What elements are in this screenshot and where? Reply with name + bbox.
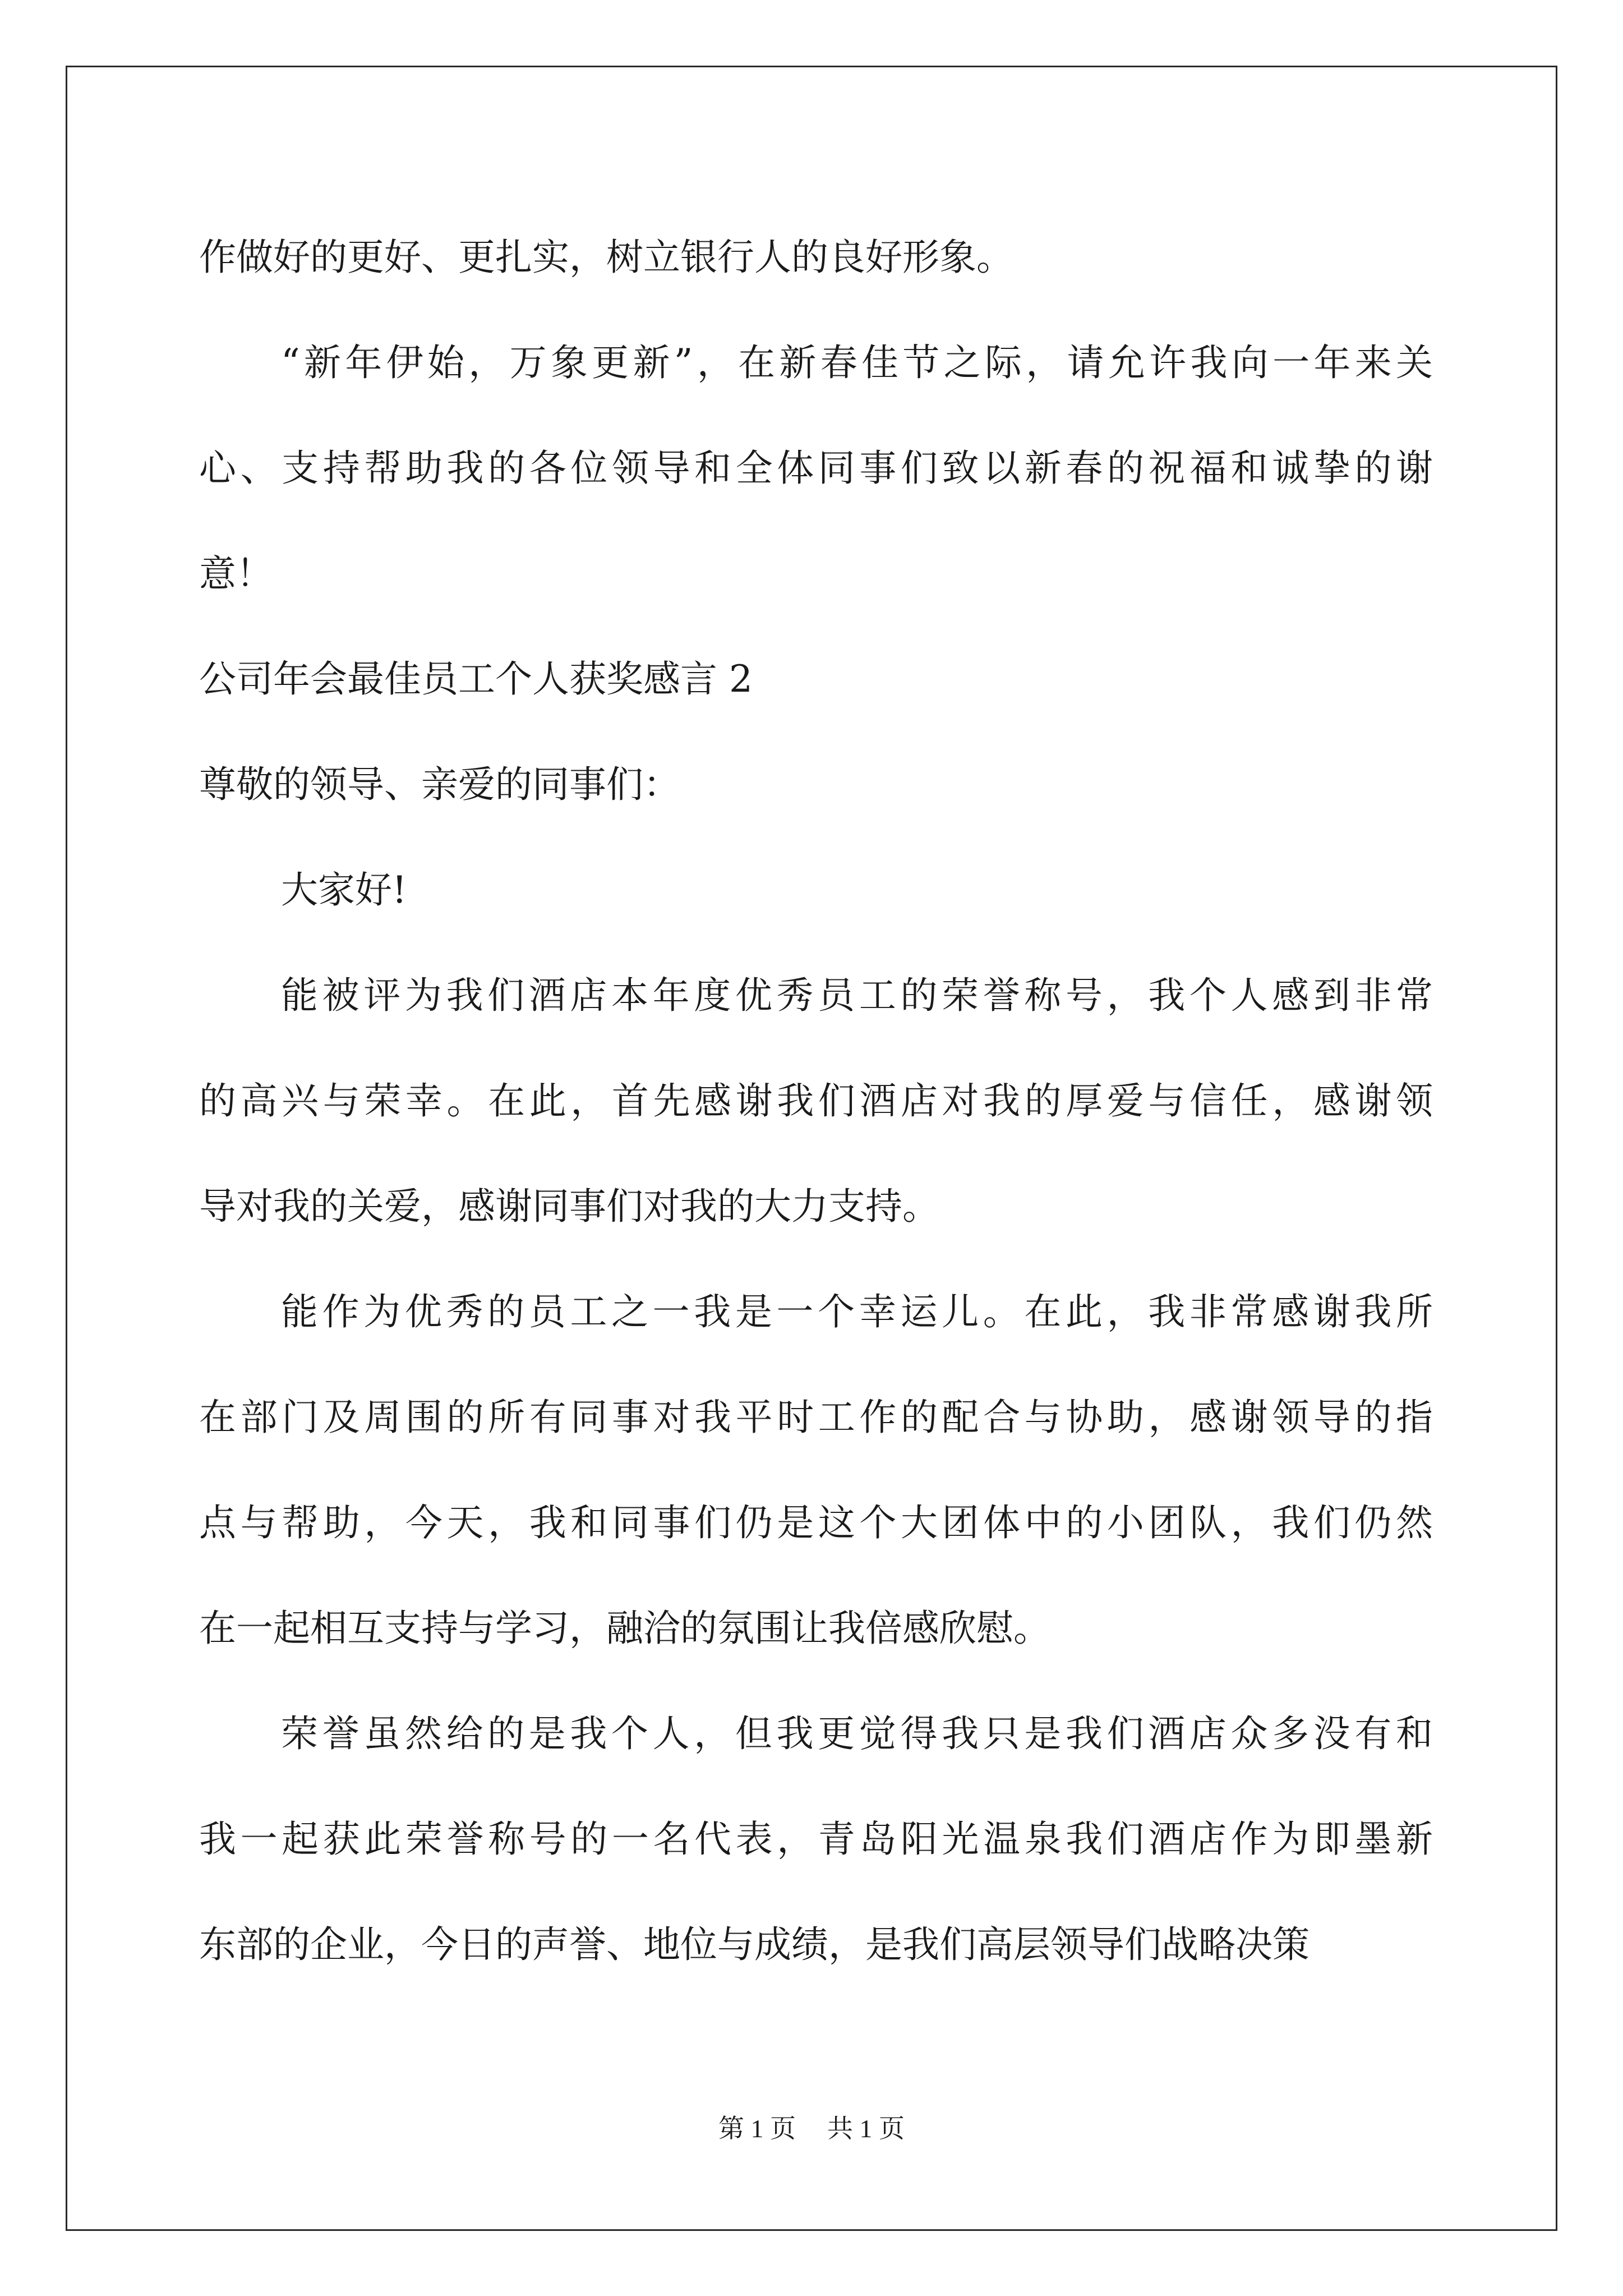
text-line: 导对我的关爱，感谢同事们对我的大力支持。 bbox=[199, 1185, 939, 1228]
page-number: 第 1 页 bbox=[718, 2114, 796, 2143]
text-line: 在部门及周围的所有同事对我平时工作的配合与协助，感谢领导的指 bbox=[199, 1396, 1433, 1439]
text-line: 的高兴与荣幸。在此，首先感谢我们酒店对我的厚爱与信任，感谢领 bbox=[199, 1079, 1433, 1122]
text-line: 点与帮助，今天，我和同事们仍是这个大团体中的小团队，我们仍然 bbox=[199, 1501, 1433, 1544]
text-line: 尊敬的领导、亲爱的同事们： bbox=[199, 763, 680, 806]
text-line: 东部的企业，今日的声誉、地位与成绩，是我们高层领导们战略决策 bbox=[199, 1923, 1310, 1966]
text-line: 作做好的更好、更扎实，树立银行人的良好形象。 bbox=[199, 236, 1013, 279]
salutation bbox=[199, 732, 1433, 838]
text-line: 公司年会最佳员工个人获奖感言 2 bbox=[199, 657, 753, 701]
text-line: 我一起获此荣誉称号的一名代表，青岛阳光温泉我们酒店作为即墨新 bbox=[199, 1818, 1433, 1861]
para-1-continuation bbox=[199, 205, 1433, 310]
para-honor bbox=[199, 943, 1433, 1259]
text-line: 大家好! bbox=[281, 868, 407, 912]
document-body bbox=[199, 205, 1433, 1998]
text-line: 能被评为我们酒店本年度优秀员工的荣誉称号，我个人感到非常 bbox=[281, 974, 1433, 1017]
greeting bbox=[199, 838, 1433, 943]
text-line: 心、支持帮助我的各位领导和全体同事们致以新春的祝福和诚挚的谢 bbox=[199, 447, 1433, 490]
text-line: 在一起相互支持与学习，融洽的氛围让我倍感欣慰。 bbox=[199, 1607, 1050, 1650]
page-total: 共 1 页 bbox=[827, 2114, 905, 2143]
section-heading bbox=[199, 627, 1433, 732]
page-footer bbox=[0, 2112, 1623, 2146]
para-representative bbox=[199, 1681, 1433, 1998]
para-lucky bbox=[199, 1259, 1433, 1681]
text-line: 荣誉虽然给的是我个人，但我更觉得我只是我们酒店众多没有和 bbox=[281, 1712, 1433, 1755]
text-line: “新年伊始，万象更新”，在新春佳节之际，请允许我向一年来关 bbox=[281, 341, 1433, 384]
para-2-new-year bbox=[199, 310, 1433, 627]
text-line: 意！ bbox=[199, 552, 273, 595]
text-line: 能作为优秀的员工之一我是一个幸运儿。在此，我非常感谢我所 bbox=[281, 1290, 1433, 1333]
